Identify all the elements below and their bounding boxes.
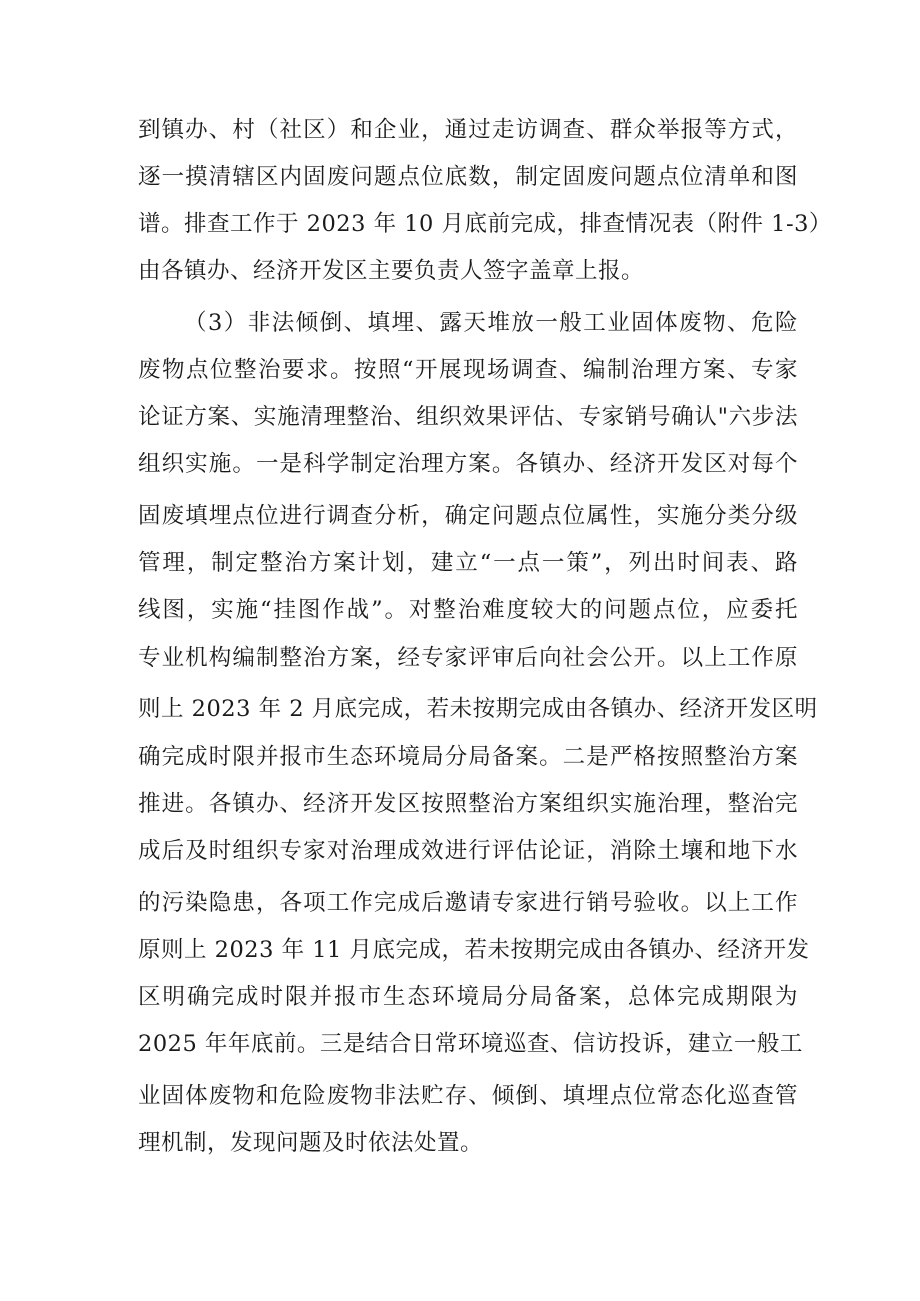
paragraph-line: 谱。排查工作于 2023 年 10 月底前完成，排查情况表（附件 1-3）	[138, 211, 832, 237]
paragraph-line: 的污染隐患，各项工作完成后邀请专家进行销号验收。以上工作	[138, 890, 798, 916]
paragraph-line: 到镇办、村（社区）和企业，通过走访调查、群众举报等方式，	[138, 117, 798, 143]
paragraph-line: （3）非法倾倒、填埋、露天堆放一般工业固体废物、危险	[184, 310, 798, 336]
paragraph-line: 管理，制定整治方案计划，建立“一点一策”，列出时间表、路	[138, 550, 798, 576]
paragraph-line: 线图，实施“挂图作战”。对整治难度较大的问题点位，应委托	[138, 597, 798, 623]
paragraph-line: 2025 年年底前。三是结合日常环境巡查、信访投诉，建立一般工	[138, 1031, 803, 1057]
paragraph-line: 废物点位整治要求。按照“开展现场调查、编制治理方案、专家	[138, 357, 798, 383]
paragraph-line: 由各镇办、经济开发区主要负责人签字盖章上报。	[138, 258, 645, 284]
paragraph-line: 论证方案、实施清理整治、组织效果评估、专家销号确认"六步法	[138, 404, 798, 430]
paragraph-line: 理机制，发现问题及时依法处置。	[138, 1130, 484, 1156]
paragraph-line: 原则上 2023 年 11 月底完成，若未按期完成由各镇办、经济开发	[138, 937, 810, 963]
paragraph-line: 组织实施。一是科学制定治理方案。各镇办、经济开发区对每个	[138, 451, 798, 477]
paragraph-line: 确完成时限并报市生态环境局分局备案。二是严格按照整治方案	[138, 744, 798, 770]
paragraph-line: 区明确完成时限并报市生态环境局分局备案，总体完成期限为	[138, 984, 798, 1010]
paragraph-line: 则上 2023 年 2 月底完成，若未按期完成由各镇办、经济开发区明	[138, 696, 818, 722]
paragraph-line: 固废填埋点位进行调查分析，确定问题点位属性，实施分类分级	[138, 503, 798, 529]
paragraph-line: 业固体废物和危险废物非法贮存、倾倒、填埋点位常态化巡查管	[138, 1083, 798, 1109]
paragraph-line: 专业机构编制整治方案，经专家评审后向社会公开。以上工作原	[138, 645, 798, 671]
paragraph-line: 成后及时组织专家对治理成效进行评估论证，消除土壤和地下水	[138, 838, 798, 864]
paragraph-line: 推进。各镇办、经济开发区按照整治方案组织实施治理，整治完	[138, 791, 798, 817]
paragraph-line: 逐一摸清辖区内固废问题点位底数，制定固废问题点位清单和图	[138, 164, 798, 190]
